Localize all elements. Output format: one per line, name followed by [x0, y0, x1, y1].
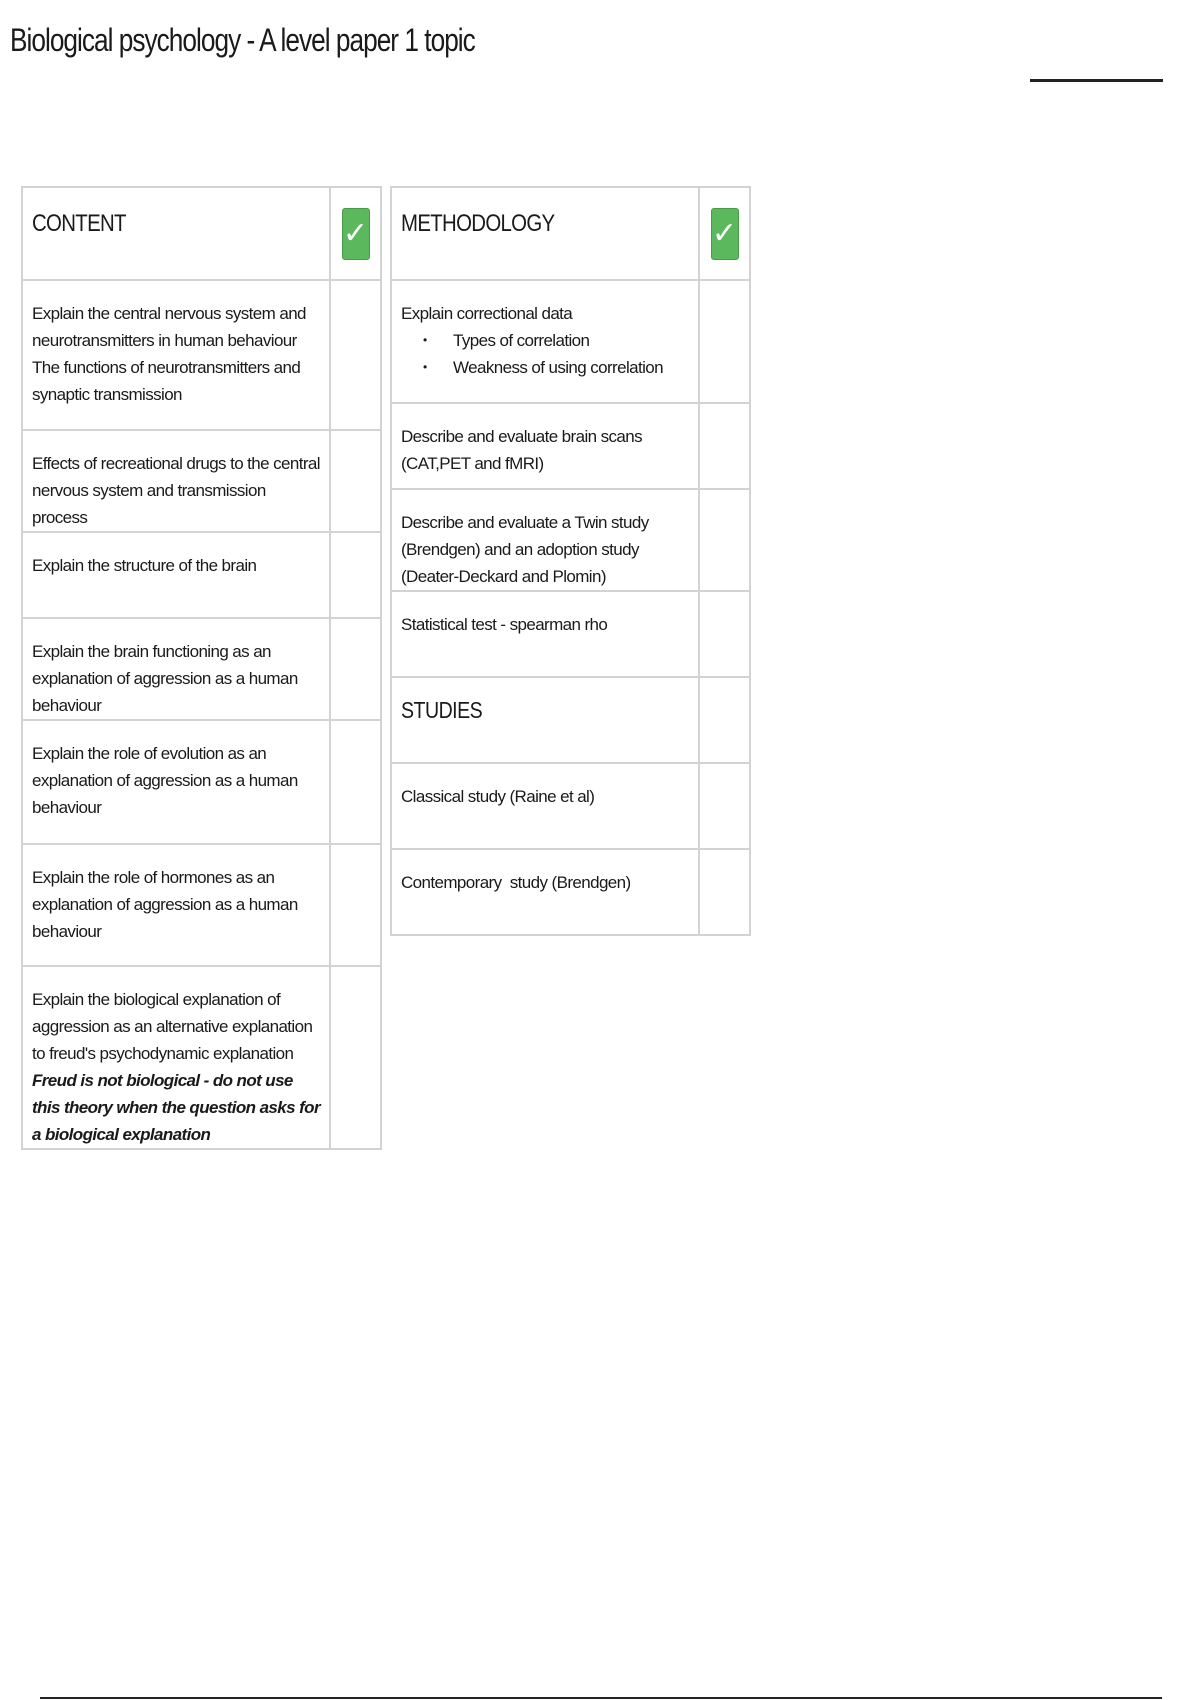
topic-cell: [22, 430, 330, 532]
table-row: [391, 849, 750, 935]
tick-cell[interactable]: [330, 430, 381, 532]
topic-text: Explain the role of evolution as an explanation of aggression as a human behaviour: [32, 744, 298, 817]
topic-cell: [22, 844, 330, 966]
topic-cell: [22, 618, 330, 720]
check-header-cell: [699, 187, 750, 280]
topic-cell: [22, 280, 330, 430]
table-row: [22, 618, 381, 720]
topic-cell: [391, 280, 699, 403]
topic-cell: [22, 720, 330, 844]
tick-cell[interactable]: [699, 403, 750, 489]
footer-rule: [40, 1697, 1162, 1699]
tick-cell[interactable]: [330, 280, 381, 430]
methodology-header: METHODOLOGY: [401, 210, 555, 237]
content-checklist-table: [21, 186, 382, 1150]
studies-cell: [391, 677, 699, 763]
green-check-icon: ✓: [342, 208, 370, 260]
topic-text: Contemporary study (Brendgen): [401, 873, 631, 892]
tick-cell[interactable]: [330, 618, 381, 720]
tick-cell[interactable]: [699, 849, 750, 935]
table-row: [22, 966, 381, 1149]
tick-cell[interactable]: [699, 280, 750, 403]
topic-cell: [391, 403, 699, 489]
topic-text: Explain the structure of the brain: [32, 556, 257, 575]
table-row: [22, 844, 381, 966]
header-rule: [1030, 79, 1163, 82]
topic-text: Explain the biological explanation of aggression as an alternative explanation to freud's psychodynamic explanation: [32, 990, 313, 1063]
table-row: [391, 489, 750, 591]
tick-cell[interactable]: [699, 489, 750, 591]
freud-warning-text: Freud is not biological - do not use this theory when the question asks for a biological explanation: [32, 1071, 320, 1144]
header-cell: [22, 187, 330, 280]
topic-cell: [391, 591, 699, 677]
topic-text: Explain correctional data: [401, 304, 573, 323]
tick-cell[interactable]: [330, 844, 381, 966]
topic-text: Statistical test - spearman rho: [401, 615, 608, 634]
check-header-cell: [330, 187, 381, 280]
topic-text: Classical study (Raine et al): [401, 787, 595, 806]
tick-cell[interactable]: [699, 677, 750, 763]
topic-text: Explain the central nervous system and neurotransmitters in human behaviour: [32, 304, 306, 350]
tick-cell[interactable]: [699, 591, 750, 677]
tick-cell[interactable]: [699, 763, 750, 849]
topic-text: Explain the brain functioning as an explanation of aggression as a human behaviour: [32, 642, 298, 715]
table-row: [22, 430, 381, 532]
topic-cell: [391, 489, 699, 591]
table-header-row: [22, 187, 381, 280]
list-item: • Weakness of using correlation: [401, 354, 692, 381]
header-cell: [391, 187, 699, 280]
bullet-list: [401, 327, 692, 381]
green-check-icon: ✓: [711, 208, 739, 260]
table-row: [391, 403, 750, 489]
topic-text: Effects of recreational drugs to the central nervous system and transmission process: [32, 454, 320, 527]
content-header: CONTENT: [32, 210, 126, 237]
studies-label: STUDIES: [401, 697, 483, 723]
table-row: [22, 532, 381, 618]
table-row: [391, 591, 750, 677]
table-row: [22, 280, 381, 430]
page-title: Biological psychology - A level paper 1 topic: [10, 22, 475, 58]
topic-text: Describe and evaluate a Twin study (Brendgen) and an adoption study (Deater-Deckard and Plomin): [401, 513, 649, 586]
topic-cell: [22, 966, 330, 1149]
topic-cell: [22, 532, 330, 618]
table-header-row: [391, 187, 750, 280]
topic-text: The functions of neurotransmitters and synaptic transmission: [32, 358, 301, 404]
topic-text: Explain the role of hormones as an explanation of aggression as a human behaviour: [32, 868, 298, 941]
tick-cell[interactable]: [330, 966, 381, 1149]
list-item: • Types of correlation: [401, 327, 692, 354]
studies-header-row: [391, 677, 750, 763]
table-row: [391, 763, 750, 849]
methodology-checklist-table: [390, 186, 751, 936]
tick-cell[interactable]: [330, 720, 381, 844]
table-row: [391, 280, 750, 403]
topic-cell: [391, 763, 699, 849]
tick-cell[interactable]: [330, 532, 381, 618]
topic-cell: [391, 849, 699, 935]
topic-text: Describe and evaluate brain scans (CAT,PET and fMRI): [401, 427, 643, 473]
table-row: [22, 720, 381, 844]
